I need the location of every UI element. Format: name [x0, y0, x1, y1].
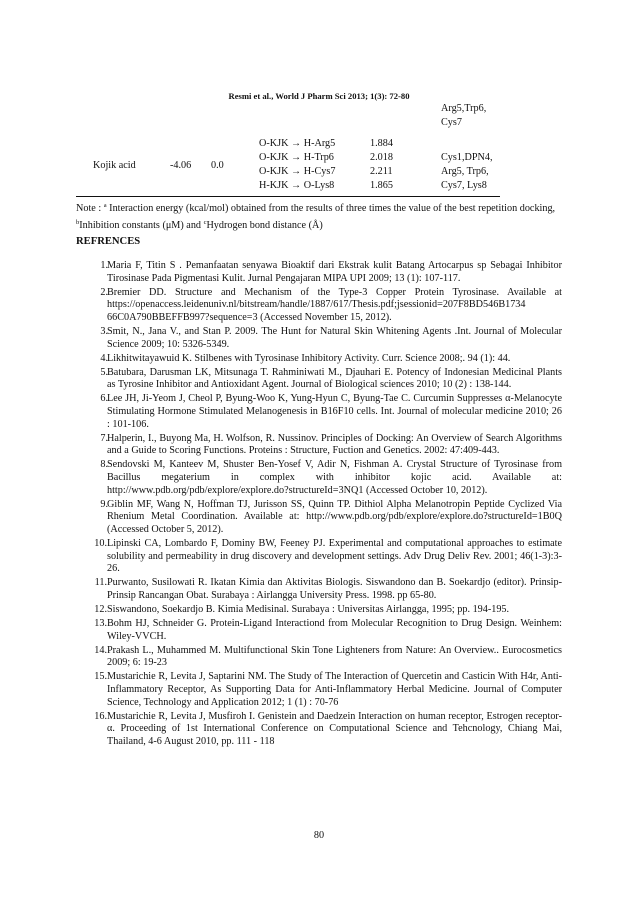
reference-number: 2. — [100, 286, 108, 298]
hbond-distance: 1.865 — [370, 180, 393, 191]
reference-number: 13. — [94, 618, 107, 630]
reference-text: Halperin, I., Buyong Ma, H. Wolfson, R. Nussinov. Principles of Docking: An Overview of Search Algorithms and a Guide to Scoring Functions. Proteins : Structure, Fuction and Genetics. 2002: 47:409-443. — [107, 432, 562, 457]
reference-item — [76, 604, 562, 617]
reference-item — [76, 645, 562, 670]
compound-name: Kojik acid — [93, 160, 136, 171]
reference-text: Sendovski M, Kanteev M, Shuster Ben-Yosef V, Adir N, Fishman A. Crystal Structure of Tyrosinase from Bacillus megaterium in complex with inhibitor kojic acid. Available at: http://www.pdb.org/pdb/explore/explore.do?structureId=3NQ1 (Accessed October 10, 2012). — [107, 459, 562, 496]
reference-item — [76, 499, 562, 537]
hbond-pair: O-KJK → H-Arg5 — [259, 138, 336, 149]
reference-number: 11. — [94, 577, 107, 589]
page-number: 80 — [313, 830, 325, 841]
reference-item — [76, 711, 562, 749]
hbond-pair: O-KJK → H-Trp6 — [259, 152, 334, 163]
reference-item — [76, 618, 562, 643]
table-note: Note : $^a$ Interaction energy (kcal/mol) obtained from the results of three times the value of the best repetition docking, $^b$Inhibition constants (μM) and $^c$Hydrogen bond distance (Å) — [76, 202, 556, 231]
reference-number: 16. — [94, 710, 107, 722]
reference-item — [76, 326, 562, 351]
reference-text: Batubara, Darusman LK, Mitsunaga T. Rahminiwati M., Djauhari E. Potency of Indonesian Medicinal Plants as Tyrosine Inhibitor and Antioxidant Agent. Journal of Biological sciences 2010; 10 (2) : 138-144. — [107, 366, 562, 391]
reference-item — [76, 433, 562, 458]
reference-text: Bremier DD. Structure and Mechanism of the Type-3 Copper Protein Tyrosinase. Available at https://openaccess.leidenuniv.nl/bitstream/handle/1887/617/Thesis.pdf;jsessionid=207F8BD546B1734 66C0A790BBEFFB997?sequence=3 (Accessed November 15, 2012). — [107, 286, 562, 323]
reference-text: Maria F, Titin S . Pemanfaatan senyawa Bioaktif dari Ekstrak kulit Batang Artocarpus sp Sebagai Inhibitor Tirosinase Pada Pigmentasi Kulit. Jurnal Pengajaran MIPA UPI 2009; 13 (1): 107-117. — [107, 260, 562, 284]
residue-cell: Arg5, Trp6, — [441, 166, 489, 177]
hbond-pair: H-KJK → O-Lys8 — [259, 180, 335, 191]
reference-number: 6. — [100, 393, 108, 405]
reference-number: 8. — [100, 459, 108, 471]
reference-number: 12. — [94, 603, 107, 615]
residue-cell: Cys7, Lys8 — [441, 180, 487, 191]
reference-text: Siswandono, Soekardjo B. Kimia Medisinal. Surabaya : Universitas Airlangga, 1995; pp. 194-195. — [107, 603, 510, 615]
reference-number: 3. — [100, 325, 108, 337]
reference-text: Lipinski CA, Lombardo F, Dominy BW, Feeney PJ. Experimental and computational approaches to estimate solubility and permeability in drug discovery and development settings. Adv Drug Deliv Rev. 2001; 46(1-3):3-26. — [107, 537, 562, 575]
reference-list — [76, 260, 562, 750]
reference-item — [76, 353, 562, 366]
residue-cell: Cys1,DPN4, — [441, 152, 493, 163]
reference-text: Purwanto, Susilowati R. Ikatan Kimia dan Aktivitas Biologis. Siswandono dan B. Soekardjo (editor). Prinsip-Prinsip Rancangan Obat. Surabaya : Airlangga University Press. 1998. pp 65-80. — [107, 577, 562, 601]
reference-text: Likhitwitayawuid K. Stilbenes with Tyrosinase Inhibitory Activity. Curr. Science 2008;. 94 (1): 44. — [107, 352, 511, 364]
residue-cell: Cys7 — [441, 117, 462, 128]
reference-number: 5. — [100, 366, 108, 378]
reference-text: Mustarichie R, Levita J, Musfiroh I. Genistein and Daedzein Interaction on human receptor, Estrogen receptor-α. Proceeding of 1st International Conference on Computational Science and Tehcnology, Chiang Mai, Thailand, 4-6 August 2010, pp. 111 - 118 — [107, 710, 562, 747]
reference-number: 14. — [94, 644, 107, 656]
reference-item — [76, 671, 562, 709]
reference-text: Smit, N., Jana V., and Stan P. 2009. The Hunt for Natural Skin Whitening Agents .Int. Journal of Molecular Science 2009; 10: 5326-5349. — [107, 325, 562, 350]
reference-text: Giblin MF, Wang N, Hoffman TJ, Jurisson SS, Quinn TP. Dithiol Alpha Melanotropin Peptide Cyclized Via Rhenium Metal Coordination. Available at: http://www.pdb.org/pdb/explore/explore.do?structureId=1B0Q (Accessed October 5, 2012). — [107, 498, 562, 535]
reference-number: 15. — [94, 671, 107, 683]
reference-number: 9. — [100, 498, 108, 510]
reference-item — [76, 393, 562, 431]
reference-number: 1. — [100, 260, 108, 271]
running-header: Resmi et al., World J Pharm Sci 2013; 1(3): 72-80 — [228, 91, 410, 101]
inhibition-constant: 0.0 — [211, 160, 224, 171]
reference-item — [76, 459, 562, 497]
reference-text: Bohm HJ, Schneider G. Protein-Ligand Interactiond from Molecular Recognition to Drug Design. Weinhem: Wiley-VVCH. — [107, 618, 562, 642]
residue-cell: Arg5,Trp6, — [441, 103, 487, 114]
reference-item — [76, 538, 562, 576]
reference-number: 7. — [100, 432, 108, 444]
hbond-distance: 2.211 — [370, 166, 393, 177]
table-bottom-rule — [76, 196, 500, 197]
reference-number: 10. — [94, 537, 107, 549]
reference-item — [76, 577, 562, 602]
hbond-pair: O-KJK → H-Cys7 — [259, 166, 336, 177]
reference-item — [76, 260, 562, 285]
reference-text: Mustarichie R, Levita J, Saptarini NM. The Study of The Interaction of Quercetin and Casticin With H4r, Anti-Inflammatory Receptor, As Supporting Data for Anti-Inflammatory Herbal Medicine. Journal of Computer Science, Technology and Application 2012; 1 (1) : 70-76 — [107, 671, 562, 708]
section-title: REFRENCES — [76, 236, 141, 247]
reference-item — [76, 367, 562, 392]
hbond-distance: 1.884 — [370, 138, 393, 149]
hbond-distance: 2.018 — [370, 152, 393, 163]
reference-text: Lee JH, Ji-Yeom J, Cheol P, Byung-Woo K, Yung-Hyun C, Byung-Tae C. Curcumin Suppresses α-Melanocyte Stimulating Hormone Stimulated Melanogenesis in B16F10 cells. Int. Journal of molecular medicine 2010; 26 : 101-106. — [107, 393, 562, 430]
reference-item — [76, 287, 562, 325]
reference-text: Prakash L., Muhammed M. Multifunctional Skin Tone Lighteners from Nature: An Overview.. Eurocosmetics 2009; 6: 19-23 — [107, 644, 562, 669]
reference-number: 4. — [100, 352, 108, 364]
interaction-energy: -4.06 — [170, 160, 192, 171]
